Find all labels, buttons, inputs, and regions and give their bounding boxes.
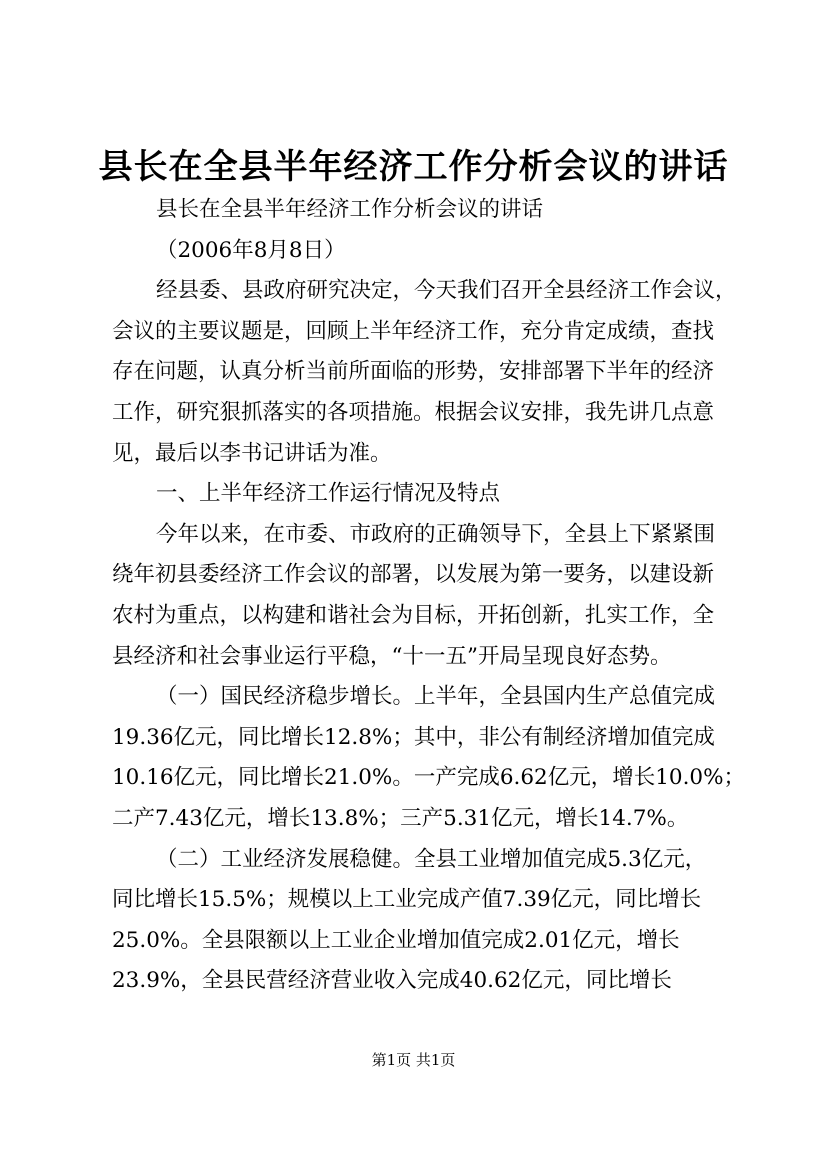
section-heading [112, 474, 722, 515]
subtitle [112, 190, 722, 231]
paragraph-intro [112, 271, 737, 474]
text-line: 县经济和社会事业运行平稳，“十一五”开局呈现良好态势。 [112, 643, 672, 669]
text-line: 23.9%，全县民营经济营业收入完成40.62亿元，同比增长 [112, 968, 672, 994]
document-body [112, 190, 746, 1002]
text-line: 19.36亿元，同比增长12.8%；其中，非公有制经济增加值完成 [112, 724, 715, 750]
text-line: 会议的主要议题是，回顾上半年经济工作，充分肯定成绩，查找 [112, 318, 715, 344]
paragraph-industry [112, 840, 722, 1002]
page-number: 第1页 共1页 [371, 1051, 456, 1069]
text-line: （一）国民经济稳步增长。上半年，全县国内生产总值完成 [156, 684, 716, 710]
speech-date-text: （2006年8月8日） [156, 237, 346, 263]
text-line: 绕年初县委经济工作会议的部署，以发展为第一要务，以建设新 [112, 562, 715, 588]
text-line: 同比增长15.5%；规模以上工业完成产值7.39亿元，同比增长 [112, 887, 702, 913]
section-heading-text: 一、上半年经济工作运行情况及特点 [156, 481, 501, 507]
speech-date [112, 231, 722, 272]
paragraph-overview [112, 515, 722, 677]
text-line: 今年以来，在市委、市政府的正确领导下，全县上下紧紧围 [156, 521, 716, 547]
text-line: 存在问题，认真分析当前所面临的形势，安排部署下半年的经济 [112, 359, 715, 385]
text-line: 经县委、县政府研究决定，今天我们召开全县经济工作会议， [156, 278, 737, 304]
text-line: （二）工业经济发展稳健。全县工业增加值完成5.3亿元， [156, 846, 707, 872]
document-title: 县长在全县半年经济工作分析会议的讲话 [98, 147, 729, 187]
text-line: 见，最后以李书记讲话为准。 [112, 440, 392, 466]
text-line: 工作，研究狠抓落实的各项措施。根据会议安排，我先讲几点意 [112, 399, 715, 425]
subtitle-text: 县长在全县半年经济工作分析会议的讲话 [156, 197, 544, 222]
text-line: 10.16亿元，同比增长21.0%。一产完成6.62亿元，增长10.0%； [112, 765, 746, 791]
page-footer [0, 1049, 827, 1070]
paragraph-economy [112, 677, 746, 839]
text-line: 二产7.43亿元，增长13.8%；三产5.31亿元，增长14.7%。 [112, 805, 689, 831]
text-line: 25.0%。全县限额以上工业企业增加值完成2.01亿元，增长 [112, 927, 680, 953]
text-line: 农村为重点，以构建和谐社会为目标，开拓创新，扎实工作，全 [112, 602, 715, 628]
